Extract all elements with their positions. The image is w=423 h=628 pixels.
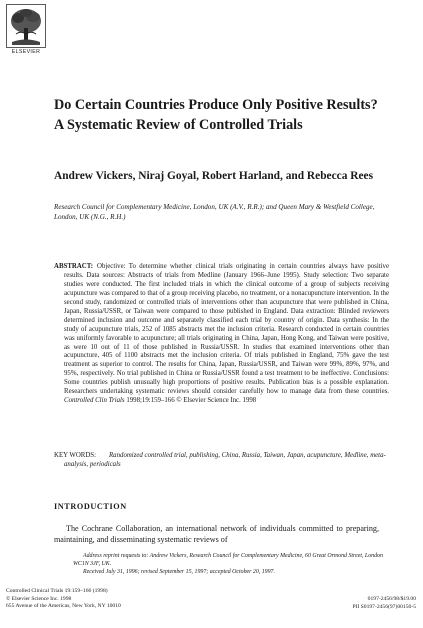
journal-info xyxy=(6,588,206,611)
keywords-text: Randomized controlled trial, publishing, China, Russia, Taiwan, Japan, acupuncture, Medline, meta-analysis, periodicals xyxy=(64,452,386,468)
pii-line: PII S0197-2456(97)00150-5 xyxy=(352,603,416,610)
author-list: Andrew Vickers, Niraj Goyal, Robert Harland, and Rebecca Rees xyxy=(54,170,374,182)
journal-info-line: 655 Avenue of the Americas, New York, NY 10010 xyxy=(6,603,121,610)
journal-info-line: Controlled Clinical Trials 19:159–166 (1998) xyxy=(6,588,108,594)
footnote-received: Received July 31, 1996; revised September 15, 1997; accepted October 20, 1997. xyxy=(83,569,275,575)
elsevier-logo xyxy=(6,4,46,58)
abstract-block xyxy=(54,263,389,406)
author-affiliation: Research Council for Complementary Medicine, London, UK (A.V., R.R.); and Queen Mary & Westfield College, London, UK (N.G., R.H.) xyxy=(54,203,375,221)
abstract-citation: 1998;19:159–166 © Elsevier Science Inc. 1998 xyxy=(126,397,257,405)
footnote-reprints: Address reprint requests to: Andrew Vickers, Research Council for Complementary Medicine, 60 Great Ormond Street, London WC1N 3JF, UK. xyxy=(73,553,383,567)
abstract-body xyxy=(54,263,389,406)
abstract-journal-ref: Controlled Clin Trials xyxy=(64,397,125,405)
issn-line: 0197-2456/98/$19.00 xyxy=(367,596,416,602)
elsevier-tree-icon xyxy=(6,4,46,48)
introduction-text: The Cochrane Collaboration, an international network of individuals committed to preparing, maintaining, and disseminating systematic reviews of xyxy=(54,524,379,544)
journal-info-line: © Elsevier Science Inc. 1998 xyxy=(6,595,72,602)
article-title: Do Certain Countries Produce Only Positive Results? A Systematic Review of Controlled Trials xyxy=(54,97,378,133)
footnote xyxy=(73,552,383,576)
logo-brand-text: ELSEVIER xyxy=(11,49,41,55)
keywords-label: KEY WORDS: xyxy=(54,452,97,459)
keywords-body xyxy=(54,451,389,469)
keywords-block xyxy=(54,451,389,469)
issn-info xyxy=(286,596,416,611)
abstract-text: Objective: To determine whether clinical trials originating in certain countries always have positive results. Data sources: Abstracts of trials from Medline (January 1966–June 1995). Study selection: Two separate studies were conducted. The first included trials in which the clinical outcome of a group of subjects receiving acupuncture was compared to that of a group receiving placebo, no treatment, or a nonacupuncture intervention. In the second study, randomized or controlled trials of interventions other than acupuncture that were published in China, Japan, Russia/USSR, or Taiwan were compared to those published in England. Data extraction: Blinded reviewers determined inclusion and outcome and separately classified each trial by country of origin. Data synthesis: In the study of acupuncture trials, 252 of 1085 abstracts met the inclusion criteria. Research conducted in certain countries was uniformly favorable to acupuncture; all trials originating in China, Japan, Hong Kong, and Taiwan were positive, as were 10 out of 11 of those published in Russia/USSR. In studies that examined interventions other than acupuncture, 405 of 1100 abstracts met the inclusion criteria. Of trials published in England, 75% gave the test treatment as superior to control. The results for China, Japan, Russia/USSR, and Taiwan were 99%, 89%, 97%, and 95%, respectively. No trial published in China or Russia/USSR found a test treatment to be ineffective. Conclusions: Some countries publish unusually high proportions of positive results. Publication bias is a possible explanation. Researchers undertaking systematic reviews should consider carefully how to manage data from these countries. xyxy=(64,262,389,396)
abstract-heading: ABSTRACT: xyxy=(54,263,94,270)
section-heading-introduction: INTRODUCTION xyxy=(54,502,127,511)
